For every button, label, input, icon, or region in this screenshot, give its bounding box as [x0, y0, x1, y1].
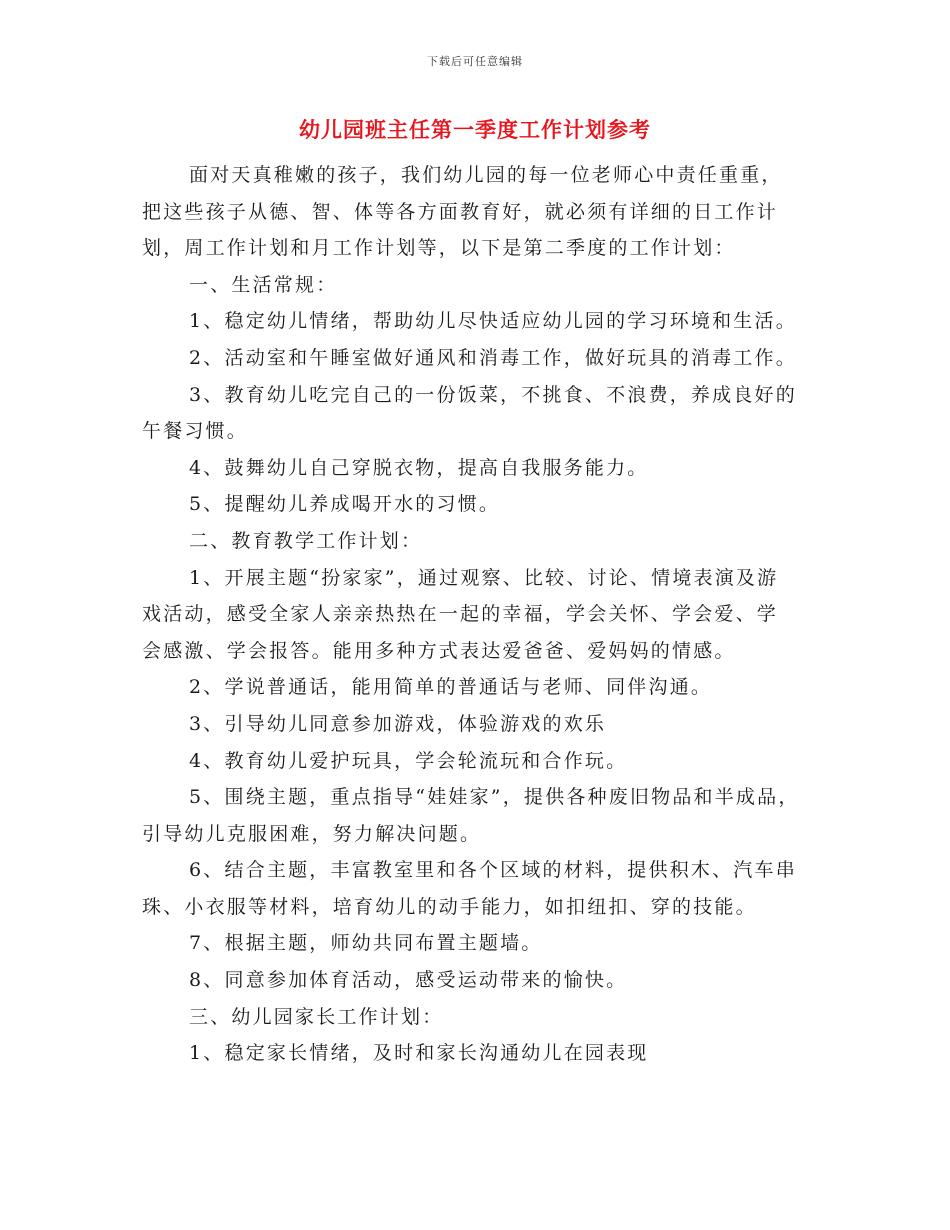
body-paragraph [142, 706, 812, 743]
paragraph-line: 3、引导幼儿同意参加游戏，体验游戏的欢乐 [189, 712, 607, 735]
paragraph-line: 8、同意参加体育活动，感受运动带来的愉快。 [189, 969, 628, 992]
paragraph-line: 4、教育幼儿爱护玩具，学会轮流玩和合作玩。 [189, 749, 628, 772]
paragraph-line: 2、学说普通话，能用简单的普通话与老师、同伴沟通。 [189, 676, 713, 699]
paragraph-line: 7、根据主题，师幼共同布置主题墙。 [189, 932, 543, 955]
body-paragraph [142, 743, 812, 780]
paragraph-line: 戏活动，感受全家人亲亲热热在一起的幸福，学会关怀、学会爱、学 [142, 603, 779, 626]
body-paragraph [142, 779, 812, 852]
paragraph-line: 1、稳定幼儿情绪，帮助幼儿尽快适应幼儿园的学习环境和生活。 [189, 310, 797, 333]
paragraph-line: 一、生活常规： [189, 273, 338, 296]
body-paragraph [142, 267, 812, 304]
paragraph-line: 三、幼儿园家长工作计划： [189, 1005, 444, 1028]
document-title: 幼儿园班主任第一季度工作计划参考 [299, 117, 651, 142]
body-paragraph [142, 925, 812, 962]
body-paragraph [142, 523, 812, 560]
paragraph-line: 4、鼓舞幼儿自己穿脱衣物，提高自我服务能力。 [189, 456, 649, 479]
body-paragraph [142, 486, 812, 523]
paragraph-line: 2、活动室和午睡室做好通风和消毒工作，做好玩具的消毒工作。 [189, 346, 797, 369]
paragraph-line: 1、稳定家长情绪，及时和家长沟通幼儿在园表现 [189, 1042, 649, 1065]
body-paragraph [142, 669, 812, 706]
body-paragraph [142, 450, 812, 487]
body-paragraph [142, 852, 812, 925]
paragraph-line: 二、教育教学工作计划： [189, 529, 423, 552]
body-paragraph [142, 303, 812, 340]
page-header: 下载后可任意编辑 [427, 55, 523, 68]
body-paragraph [142, 340, 812, 377]
paragraph-line: 5、提醒幼儿养成喝开水的习惯。 [189, 493, 501, 516]
paragraph-line: 面对天真稚嫩的孩子，我们幼儿园的每一位老师心中责任重重， [189, 164, 783, 186]
paragraph-line: 6、结合主题，丰富教室里和各个区域的材料，提供积木、汽车串 [189, 859, 797, 882]
body-paragraph [142, 377, 812, 450]
body-paragraph [142, 1035, 812, 1072]
body-paragraph [142, 560, 812, 670]
paragraph-line: 把这些孩子从德、智、体等各方面教育好，就必须有详细的日工作计 [142, 200, 779, 223]
paragraph-line: 1、开展主题“扮家家”，通过观察、比较、讨论、情境表演及游 [189, 566, 779, 589]
body-paragraph [142, 157, 812, 267]
paragraph-line: 引导幼儿克服困难，努力解决问题。 [142, 822, 482, 845]
paragraph-line: 珠、小衣服等材料，培育幼儿的动手能力，如扣纽扣、穿的技能。 [142, 895, 757, 918]
paragraph-line: 划，周工作计划和月工作计划等，以下是第二季度的工作计划： [142, 237, 736, 260]
paragraph-line: 午餐习惯。 [142, 420, 249, 443]
paragraph-line: 3、教育幼儿吃完自己的一份饭菜，不挑食、不浪费，养成良好的 [189, 383, 797, 406]
paragraph-line: 会感激、学会报答。能用多种方式表达爱爸爸、爱妈妈的情感。 [142, 639, 736, 662]
body-paragraph [142, 999, 812, 1036]
body-paragraph [142, 962, 812, 999]
paragraph-line: 5、围绕主题，重点指导“娃娃家”，提供各种废旧物品和半成品， [189, 786, 800, 809]
document-body [142, 157, 812, 1072]
